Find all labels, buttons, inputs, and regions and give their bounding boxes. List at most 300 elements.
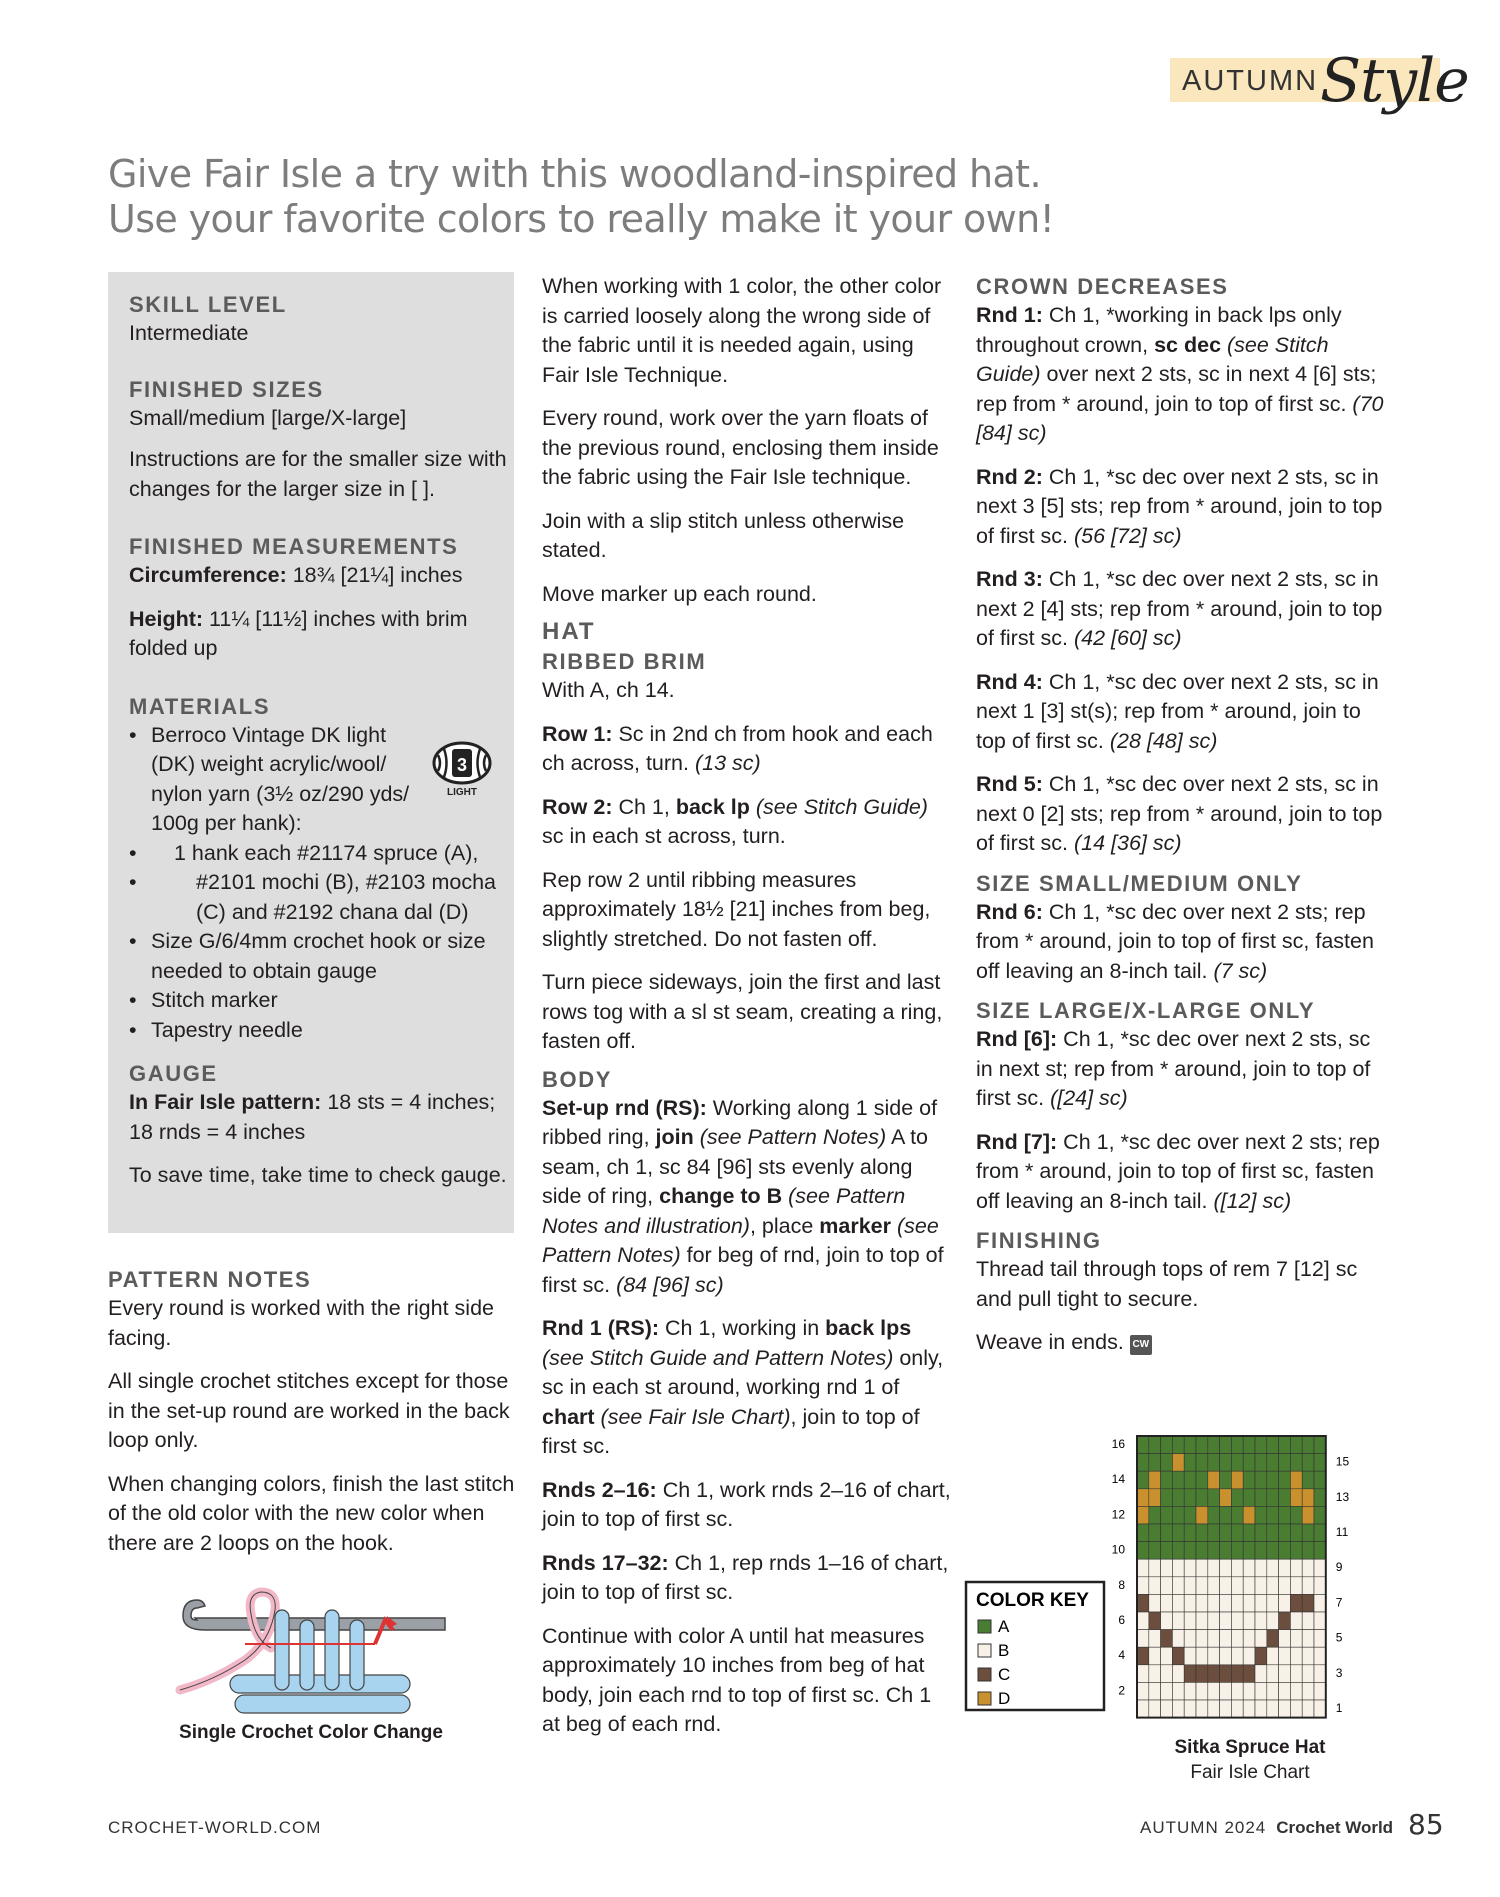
chart-cell [1314, 1612, 1326, 1630]
row-label-right: 13 [1335, 1489, 1350, 1504]
chart-cell [1220, 1647, 1232, 1665]
chart-cell [1149, 1506, 1161, 1524]
chart-cell [1220, 1577, 1232, 1595]
chart-cell [1267, 1454, 1279, 1472]
chart-cell [1290, 1454, 1302, 1472]
intro-line-1: Give Fair Isle a try with this woodland-inspired hat. [108, 152, 1041, 196]
size-large-heading: SIZE LARGE/X-LARGE ONLY [976, 998, 1316, 1023]
chart-cell [1196, 1471, 1208, 1489]
chart-cell [1302, 1542, 1314, 1560]
chart-cell [1302, 1506, 1314, 1524]
chart-cell [1137, 1471, 1149, 1489]
finishing-heading: FINISHING [976, 1228, 1102, 1253]
chart-cell [1279, 1630, 1291, 1648]
chart-cell [1137, 1700, 1149, 1718]
chart-cell [1314, 1489, 1326, 1507]
crown-heading: CROWN DECREASES [976, 274, 1229, 299]
crown-round-4: Rnd 4: Ch 1, *sc dec over next 2 sts, sc in next 1 [3] st(s); rep from * around, join to top of first sc. (28 [48] sc) [976, 669, 1379, 753]
chart-cell [1231, 1700, 1243, 1718]
material-marker: • Stitch marker [129, 986, 509, 1016]
chart-cell [1267, 1506, 1279, 1524]
chart-cell [1220, 1506, 1232, 1524]
chart-cell [1314, 1471, 1326, 1489]
tag-word: AUTUMN [1182, 65, 1319, 97]
chart-cell [1267, 1577, 1279, 1595]
chart-cell [1172, 1665, 1184, 1683]
row-2: Row 2: Ch 1, back lp (see Stitch Guide) sc in each st across, turn. [542, 794, 928, 848]
chart-cell [1161, 1700, 1173, 1718]
chart-cell [1220, 1630, 1232, 1648]
chart-cell [1184, 1682, 1196, 1700]
chart-cell [1184, 1612, 1196, 1630]
chart-cell [1208, 1542, 1220, 1560]
chart-cell [1149, 1647, 1161, 1665]
chart-cell [1149, 1542, 1161, 1560]
chart-cell [1137, 1454, 1149, 1472]
chart-cell [1208, 1647, 1220, 1665]
chart-cell [1279, 1559, 1291, 1577]
chart-cell [1314, 1506, 1326, 1524]
brim-start: With A, ch 14. [542, 678, 675, 702]
chart-cell [1208, 1700, 1220, 1718]
row-label-left: 10 [1111, 1542, 1125, 1557]
chart-cell [1172, 1682, 1184, 1700]
materials-heading: MATERIALS [129, 693, 271, 719]
chart-cell [1149, 1454, 1161, 1472]
large-round-7: Rnd [7]: Ch 1, *sc dec over next 2 sts; rep from * around, join to top of first sc, fasten off leaving an 8-inch tail. ([12] sc) [976, 1129, 1380, 1213]
chart-cell [1172, 1506, 1184, 1524]
chart-cell [1208, 1665, 1220, 1683]
chart-cell [1172, 1471, 1184, 1489]
chart-cell [1290, 1647, 1302, 1665]
chart-cell [1161, 1630, 1173, 1648]
chart-cell [1208, 1577, 1220, 1595]
chart-cell [1314, 1682, 1326, 1700]
chart-cell [1149, 1594, 1161, 1612]
pattern-notes-heading: PATTERN NOTES [108, 1267, 312, 1292]
body-heading: BODY [542, 1066, 612, 1092]
chart-cell [1196, 1489, 1208, 1507]
chart-cell [1279, 1524, 1291, 1542]
chart-cell [1196, 1559, 1208, 1577]
material-needle: • Tapestry needle [129, 1016, 509, 1046]
chart-cell [1172, 1594, 1184, 1612]
chart-cell [1137, 1612, 1149, 1630]
chart-cell [1149, 1612, 1161, 1630]
chart-cell [1208, 1454, 1220, 1472]
row-label-left: 6 [1118, 1613, 1125, 1627]
chart-cell [1184, 1700, 1196, 1718]
rounds-17-32: Rnds 17–32: Ch 1, rep rnds 1–16 of chart, join to top of first sc. [542, 1550, 949, 1604]
chart-cell [1196, 1630, 1208, 1648]
chart-cell [1184, 1542, 1196, 1560]
gauge-value: In Fair Isle pattern: 18 sts = 4 inches; 18 rnds = 4 inches [129, 1090, 496, 1144]
chart-cell [1255, 1454, 1267, 1472]
chart-cell [1196, 1436, 1208, 1454]
chart-cell [1302, 1665, 1314, 1683]
skill-heading: SKILL LEVEL [129, 292, 287, 317]
chart-cell [1137, 1630, 1149, 1648]
chart-cell [1290, 1542, 1302, 1560]
chart-cell [1231, 1630, 1243, 1648]
chart-cell [1267, 1471, 1279, 1489]
skill-value: Intermediate [129, 321, 249, 345]
color-key-title: COLOR KEY [976, 1590, 1089, 1611]
col2-p2: Every round, work over the yarn floats of the previous round, enclosing them inside the fabric using the Fair Isle technique. [542, 406, 939, 489]
chart-cell [1243, 1612, 1255, 1630]
chart-cell [1172, 1454, 1184, 1472]
sizes-heading: FINISHED SIZES [129, 376, 324, 402]
chart-cell [1255, 1506, 1267, 1524]
chart-cell [1267, 1682, 1279, 1700]
chart-cell [1231, 1577, 1243, 1595]
chart-cell [1255, 1682, 1267, 1700]
chart-cell [1184, 1454, 1196, 1472]
chart-cell [1255, 1612, 1267, 1630]
row-label-left: 2 [1118, 1683, 1125, 1698]
chart-cell [1137, 1524, 1149, 1542]
cw-end-icon: CW [1130, 1335, 1152, 1355]
sizes-note: Instructions are for the smaller size with changes for the larger size in [ ]. [129, 447, 507, 501]
chart-cell [1220, 1559, 1232, 1577]
chart-cell [1290, 1471, 1302, 1489]
key-letter: D [998, 1689, 1011, 1708]
chart-cell [1184, 1577, 1196, 1595]
chart-cell [1172, 1524, 1184, 1542]
small-round-6: Rnd 6: Ch 1, *sc dec over next 2 sts; rep from * around, join to top of first sc, fasten off leaving an 8-inch tail. (7 sc) [976, 899, 1374, 983]
row-label-right: 3 [1335, 1665, 1343, 1680]
col2-p1: When working with 1 color, the other color is carried loosely along the wrong side of the fabric until it is needed again, using Fair Isle Technique. [542, 274, 942, 387]
chart-cell [1184, 1647, 1196, 1665]
fair-isle-chart [962, 1432, 1402, 1782]
color-key [966, 1582, 1104, 1710]
chart-cell [1149, 1436, 1161, 1454]
chart-cell [1290, 1577, 1302, 1595]
yarn-weight-icon [428, 737, 496, 799]
chart-cell [1255, 1665, 1267, 1683]
chart-cell [1243, 1506, 1255, 1524]
chart-cell [1208, 1630, 1220, 1648]
chart-cell [1231, 1612, 1243, 1630]
chart-cell [1243, 1436, 1255, 1454]
chart-cell [1290, 1594, 1302, 1612]
chart-cell [1137, 1506, 1149, 1524]
issue-label: AUTUMN 2024 [1140, 1818, 1267, 1837]
turn-piece: Turn piece sideways, join the first and last rows tog with a sl st seam, creating a ring, fasten off. [542, 970, 943, 1053]
chart-subtitle: Fair Isle Chart [1190, 1762, 1310, 1783]
chart-cell [1267, 1630, 1279, 1648]
note-3: When changing colors, finish the last stitch of the old color with the new color when there are 2 loops on the hook. [108, 1471, 515, 1555]
chart-cell [1314, 1524, 1326, 1542]
chart-cell [1302, 1489, 1314, 1507]
chart-cell [1255, 1647, 1267, 1665]
chart-cell [1290, 1524, 1302, 1542]
chart-cell [1279, 1682, 1291, 1700]
chart-cell [1220, 1665, 1232, 1683]
chart-cell [1231, 1665, 1243, 1683]
chart-cell [1220, 1454, 1232, 1472]
chart-cell [1137, 1647, 1149, 1665]
chart-cell [1302, 1454, 1314, 1472]
chart-cell [1290, 1630, 1302, 1648]
chart-cell [1172, 1700, 1184, 1718]
rep-row-2: Rep row 2 until ribbing measures approximately 18½ [21] inches from beg, slightly stretched. Do not fasten off. [542, 867, 931, 951]
gauge-heading: GAUGE [129, 1061, 218, 1086]
chart-cell [1220, 1436, 1232, 1454]
key-letter: C [998, 1665, 1011, 1684]
chart-cell [1243, 1665, 1255, 1683]
chart-cell [1149, 1630, 1161, 1648]
rounds-2-16: Rnds 2–16: Ch 1, work rnds 2–16 of chart, join to top of first sc. [542, 1477, 951, 1531]
chart-cell [1196, 1700, 1208, 1718]
chart-cell [1161, 1665, 1173, 1683]
chart-cell [1231, 1506, 1243, 1524]
key-swatch [978, 1620, 991, 1633]
chart-cell [1243, 1454, 1255, 1472]
chart-cell [1172, 1559, 1184, 1577]
chart-cell [1208, 1506, 1220, 1524]
footer-site: CROCHET-WORLD.COM [108, 1818, 322, 1837]
chart-cell [1161, 1559, 1173, 1577]
chart-cell [1243, 1577, 1255, 1595]
continue: Continue with color A until hat measures approximately 10 inches from beg of hat body, join each rnd to top of first sc. Ch 1 at beg of each rnd. [542, 1623, 932, 1736]
crown-round-2: Rnd 2: Ch 1, *sc dec over next 2 sts, sc in next 3 [5] sts; rep from * around, join to top of first sc. (56 [72] sc) [976, 464, 1383, 548]
chart-cell [1149, 1559, 1161, 1577]
chart-cell [1255, 1577, 1267, 1595]
crown-round-1: Rnd 1: Ch 1, *working in back lps only throughout crown, sc dec (see Stitch Guide) over next 2 sts, sc in next 4 [6] sts; rep from * around, join to top of first sc. (70 [84] sc) [976, 303, 1384, 445]
chart-cell [1137, 1436, 1149, 1454]
magazine-name: Crochet World [1276, 1818, 1394, 1837]
chart-cell [1196, 1542, 1208, 1560]
chart-cell [1161, 1612, 1173, 1630]
material-hook: • Size G/6/4mm crochet hook or size needed to obtain gauge [129, 927, 509, 986]
ribbed-brim-heading: RIBBED BRIM [542, 649, 707, 674]
chart-cell [1220, 1524, 1232, 1542]
instructions-column-3 [976, 272, 1388, 1372]
chart-cell [1314, 1436, 1326, 1454]
chart-cell [1149, 1577, 1161, 1595]
chart-cell [1161, 1577, 1173, 1595]
row-label-right: 7 [1335, 1595, 1343, 1610]
chart-cell [1172, 1436, 1184, 1454]
chart-cell [1196, 1682, 1208, 1700]
chart-cell [1243, 1524, 1255, 1542]
chart-cell [1243, 1489, 1255, 1507]
chart-cell [1255, 1594, 1267, 1612]
setup-round: Set-up rnd (RS): Working along 1 side of ribbed ring, join (see Pattern Notes) A to seam, ch 1, sc 84 [96] sts evenly along side of ring, change to B (see Pattern Notes and illustration), place marker (see Pattern Notes) for beg of rnd, join to top of first sc. (84 [96] sc) [542, 1095, 944, 1297]
chart-cell [1279, 1489, 1291, 1507]
chart-cell [1267, 1542, 1279, 1560]
chart-cell [1184, 1524, 1196, 1542]
chart-cell [1243, 1630, 1255, 1648]
chart-cell [1137, 1489, 1149, 1507]
chart-cell [1290, 1506, 1302, 1524]
chart-cell [1196, 1577, 1208, 1595]
chart-cell [1231, 1524, 1243, 1542]
chart-cell [1302, 1594, 1314, 1612]
key-swatch [978, 1644, 991, 1657]
chart-cell [1161, 1436, 1173, 1454]
chart-cell [1279, 1612, 1291, 1630]
chart-cell [1302, 1612, 1314, 1630]
row-label-right: 9 [1335, 1560, 1343, 1575]
intro-text [108, 152, 1108, 242]
chart-cell [1243, 1594, 1255, 1612]
gauge-note: To save time, take time to check gauge. [129, 1163, 507, 1187]
chart-cell [1231, 1682, 1243, 1700]
chart-cell [1231, 1489, 1243, 1507]
chart-cell [1302, 1577, 1314, 1595]
chart-cell [1149, 1471, 1161, 1489]
chart-cell [1243, 1542, 1255, 1560]
chart-cell [1208, 1594, 1220, 1612]
tag-script: Style [1320, 46, 1469, 116]
chart-cell [1243, 1700, 1255, 1718]
chart-cell [1137, 1682, 1149, 1700]
chart-cell [1184, 1665, 1196, 1683]
chart-cell [1314, 1542, 1326, 1560]
chart-cell [1314, 1559, 1326, 1577]
chart-cell [1220, 1700, 1232, 1718]
material-yarn-colors-1: • 1 hank each #21174 spruce (A), [129, 839, 509, 869]
key-swatch [978, 1668, 991, 1681]
key-letter: A [998, 1617, 1010, 1636]
chart-title: Sitka Spruce Hat [1174, 1737, 1326, 1758]
chart-cell [1267, 1594, 1279, 1612]
chart-cell [1290, 1436, 1302, 1454]
chart-cell [1231, 1559, 1243, 1577]
chart-cell [1302, 1630, 1314, 1648]
chart-cell [1279, 1471, 1291, 1489]
chart-cell [1184, 1630, 1196, 1648]
chart-cell [1220, 1612, 1232, 1630]
chart-cell [1231, 1454, 1243, 1472]
chart-cell [1208, 1682, 1220, 1700]
chart-cell [1314, 1647, 1326, 1665]
chart-cell [1279, 1665, 1291, 1683]
pattern-notes [108, 1265, 518, 1572]
chart-cell [1220, 1471, 1232, 1489]
chart-cell [1279, 1454, 1291, 1472]
chart-cell [1196, 1454, 1208, 1472]
instructions-column-2 [542, 272, 952, 1754]
row-label-left: 14 [1111, 1472, 1125, 1487]
chart-cell [1172, 1489, 1184, 1507]
chart-cell [1208, 1559, 1220, 1577]
chart-cell [1137, 1665, 1149, 1683]
circumference: Circumference: 18¾ [21¼] inches [129, 563, 463, 587]
finishing-1: Thread tail through tops of rem 7 [12] sc and pull tight to secure. [976, 1257, 1358, 1311]
chart-cell [1279, 1542, 1291, 1560]
chart-cell [1267, 1436, 1279, 1454]
chart-cell [1161, 1489, 1173, 1507]
chart-cell [1302, 1436, 1314, 1454]
svg-text:LIGHT: LIGHT [447, 787, 477, 798]
chart-cell [1279, 1594, 1291, 1612]
chart-cell [1267, 1524, 1279, 1542]
chart-cell [1231, 1594, 1243, 1612]
row-label-right: 5 [1335, 1630, 1343, 1645]
chart-cell [1172, 1647, 1184, 1665]
key-letter: B [998, 1641, 1010, 1660]
finishing-2: Weave in ends. CW [976, 1328, 1388, 1358]
hat-heading: HAT [542, 618, 596, 645]
row-label-left: 12 [1111, 1507, 1125, 1522]
chart-cell [1137, 1559, 1149, 1577]
chart-cell [1267, 1559, 1279, 1577]
chart-cell [1255, 1524, 1267, 1542]
crown-round-5: Rnd 5: Ch 1, *sc dec over next 2 sts, sc in next 0 [2] sts; rep from * around, join to top of first sc. (14 [36] sc) [976, 772, 1383, 855]
note-2: All single crochet stitches except for those in the set-up round are worked in the back loop only. [108, 1369, 510, 1452]
chart-cell [1314, 1577, 1326, 1595]
chart-cell [1220, 1682, 1232, 1700]
intro-line-2: Use your favorite colors to really make it your own! [108, 197, 1055, 241]
chart-cell [1149, 1524, 1161, 1542]
chart-cell [1302, 1647, 1314, 1665]
chart-cell [1161, 1647, 1173, 1665]
material-yarn: • Berroco Vintage DK light (DK) weight acrylic/wool/ nylon yarn (3½ oz/290 yds/ 100g per hank): [129, 721, 509, 839]
chart-cell [1137, 1594, 1149, 1612]
chart-cell [1137, 1577, 1149, 1595]
chart-cell [1161, 1524, 1173, 1542]
chart-cell [1243, 1559, 1255, 1577]
chart-cell [1302, 1559, 1314, 1577]
chart-cell [1255, 1559, 1267, 1577]
col2-p4: Move marker up each round. [542, 581, 817, 606]
chart-cell [1279, 1700, 1291, 1718]
illustration-caption: Single Crochet Color Change [179, 1722, 443, 1743]
chart-cell [1290, 1665, 1302, 1683]
chart-cell [1184, 1594, 1196, 1612]
chart-cell [1196, 1524, 1208, 1542]
chart-cell [1243, 1471, 1255, 1489]
row-label-right: 1 [1335, 1701, 1343, 1715]
chart-cell [1314, 1700, 1326, 1718]
chart-cell [1231, 1471, 1243, 1489]
chart-cell [1302, 1524, 1314, 1542]
row-label-right: 11 [1335, 1525, 1349, 1539]
chart-cell [1255, 1542, 1267, 1560]
chart-cell [1267, 1700, 1279, 1718]
chart-cell [1196, 1647, 1208, 1665]
measurements-heading: FINISHED MEASUREMENTS [129, 534, 459, 559]
chart-cell [1255, 1436, 1267, 1454]
chart-cell [1267, 1665, 1279, 1683]
chart-cell [1290, 1700, 1302, 1718]
chart-cell [1279, 1577, 1291, 1595]
round-1: Rnd 1 (RS): Ch 1, working in back lps (see Stitch Guide and Pattern Notes) only, sc in each st around, working rnd 1 of chart (see Fair Isle Chart), join to top of first sc. [542, 1316, 944, 1458]
chart-cell [1243, 1647, 1255, 1665]
chart-cell [1196, 1612, 1208, 1630]
chart-cell [1161, 1594, 1173, 1612]
crown-round-3: Rnd 3: Ch 1, *sc dec over next 2 sts, sc in next 2 [4] sts; rep from * around, join to top of first sc. (42 [60] sc) [976, 567, 1383, 650]
chart-cell [1267, 1612, 1279, 1630]
chart-cell [1220, 1594, 1232, 1612]
chart-cell [1184, 1436, 1196, 1454]
color-change-illustration [175, 1580, 455, 1720]
chart-cell [1231, 1436, 1243, 1454]
chart-cell [1172, 1542, 1184, 1560]
chart-cell [1196, 1665, 1208, 1683]
chart-cell [1196, 1594, 1208, 1612]
note-1: Every round is worked with the right side facing. [108, 1296, 494, 1350]
chart-cell [1149, 1665, 1161, 1683]
chart-cell [1290, 1612, 1302, 1630]
col2-p3: Join with a slip stitch unless otherwise stated. [542, 508, 905, 562]
chart-cell [1208, 1436, 1220, 1454]
chart-cell [1208, 1489, 1220, 1507]
chart-cell [1290, 1682, 1302, 1700]
